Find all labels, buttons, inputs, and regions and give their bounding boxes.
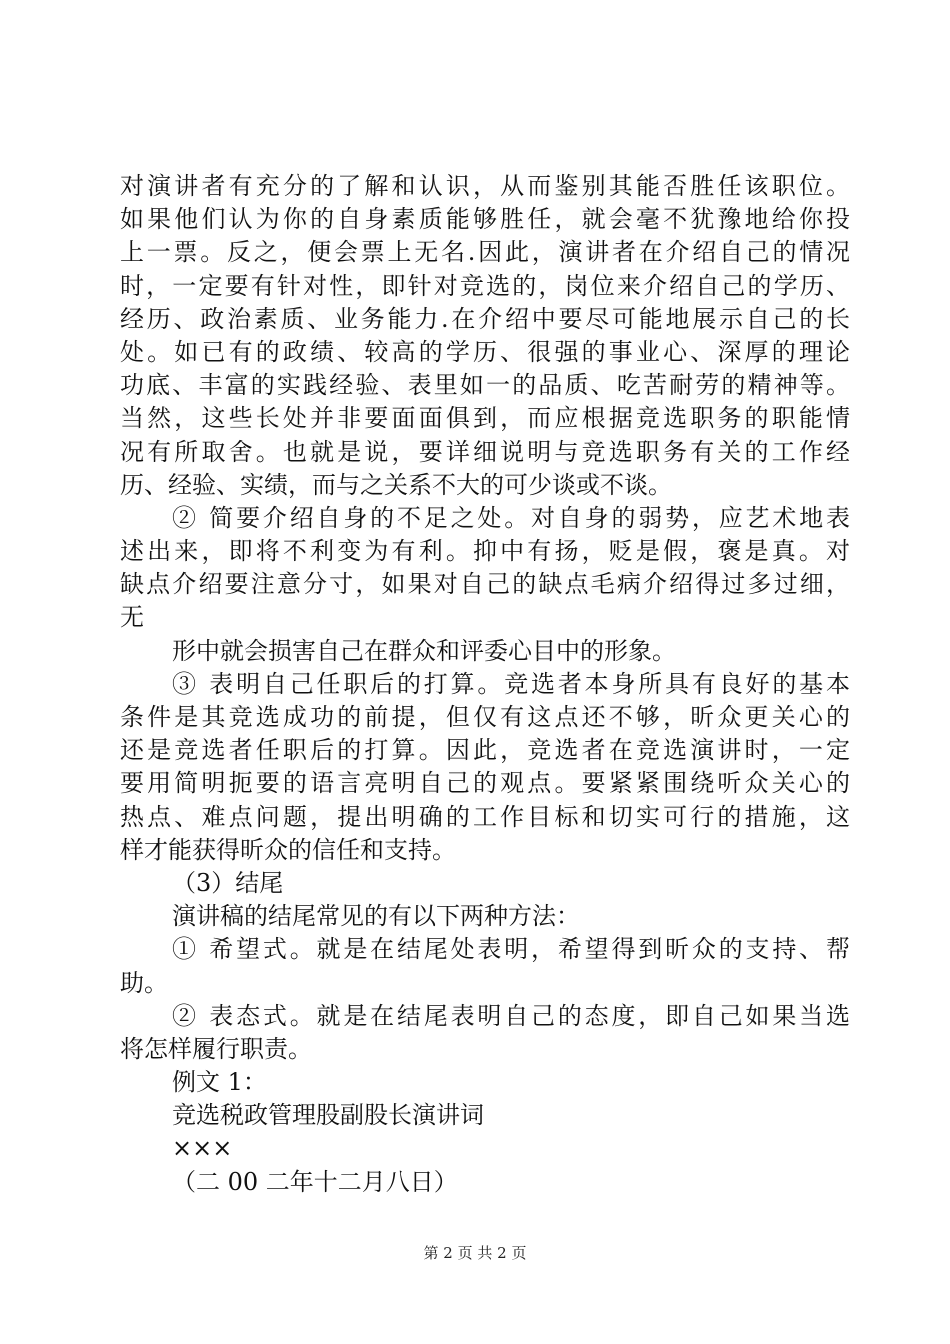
text-line: 功底、丰富的实践经验、表里如一的品质、吃苦耐劳的精神等。 — [120, 371, 850, 400]
text-line: 热点、难点问题，提出明确的工作目标和切实可行的措施，这 — [120, 802, 850, 831]
text-line: 缺点介绍要注意分寸，如果对自己的缺点毛病介绍得过多过细， — [120, 570, 850, 599]
text-line: 历、经验、实绩，而与之关系不大的可少谈或不谈。 — [120, 470, 672, 499]
text-line: 要用简明扼要的语言亮明自己的观点。要紧紧围绕听众关心的 — [120, 769, 850, 798]
text-line: 时，一定要有针对性，即针对竞选的，岗位来介绍自己的学历、 — [120, 271, 850, 300]
text-line: 样才能获得昕众的信任和支持。 — [120, 835, 456, 864]
text-line: 当然，这些长处并非要面面俱到，而应根据竞选职务的职能情 — [120, 404, 850, 433]
text-line: 竞选税政管理股副股长演讲词 — [172, 1101, 484, 1130]
text-line: 处。如已有的政绩、较高的学历、很强的事业心、深厚的理论 — [120, 337, 850, 366]
document-body — [120, 170, 850, 1199]
text-line: 况有所取舍。也就是说，要详细说明与竞选职务有关的工作经 — [120, 437, 850, 466]
text-line: 还是竞选者任职后的打算。因此，竞选者在竞选演讲时，一定 — [120, 736, 850, 765]
text-line: 经历、政治素质、业务能力.在介绍中要尽可能地展示自己的长 — [120, 304, 850, 333]
text-line: ③ 表明自己任职后的打算。竞选者本身所具有良好的基本 — [172, 669, 850, 698]
text-line: 助。 — [120, 968, 168, 997]
text-line: 例文 1： — [172, 1068, 267, 1097]
page-footer: 第 2 页 共 2 页 — [423, 1244, 527, 1262]
text-line: （二 00 二年十二月八日） — [172, 1167, 458, 1196]
text-line: ② 简要介绍自身的不足之处。对自身的弱势，应艺术地表 — [172, 503, 850, 532]
text-line: 条件是其竞选成功的前提，但仅有这点还不够，昕众更关心的 — [120, 703, 850, 731]
text-line: 上一票。反之，便会票上无名.因此，演讲者在介绍自己的情况 — [120, 238, 850, 267]
text-line: 将怎样履行职责。 — [120, 1034, 312, 1063]
text-line: ① 希望式。就是在结尾处表明，希望得到昕众的支持、帮 — [172, 935, 850, 964]
text-line: 无 — [120, 603, 144, 632]
text-line: ××× — [172, 1134, 233, 1163]
text-line: 述出来，即将不利变为有利。抑中有扬，贬是假，褒是真。对 — [120, 537, 850, 566]
text-line: （3）结尾 — [172, 868, 284, 897]
text-line: 形中就会损害自己在群众和评委心目中的形象。 — [172, 636, 676, 665]
text-line: 演讲稿的结尾常见的有以下两种方法： — [172, 902, 580, 931]
text-line: 如果他们认为你的自身素质能够胜任，就会毫不犹豫地给你投 — [120, 205, 850, 234]
text-line: ② 表态式。就是在结尾表明自己的态度，即自己如果当选 — [172, 1001, 850, 1030]
text-line: 对演讲者有充分的了解和认识，从而鉴别其能否胜任该职位。 — [120, 172, 850, 200]
